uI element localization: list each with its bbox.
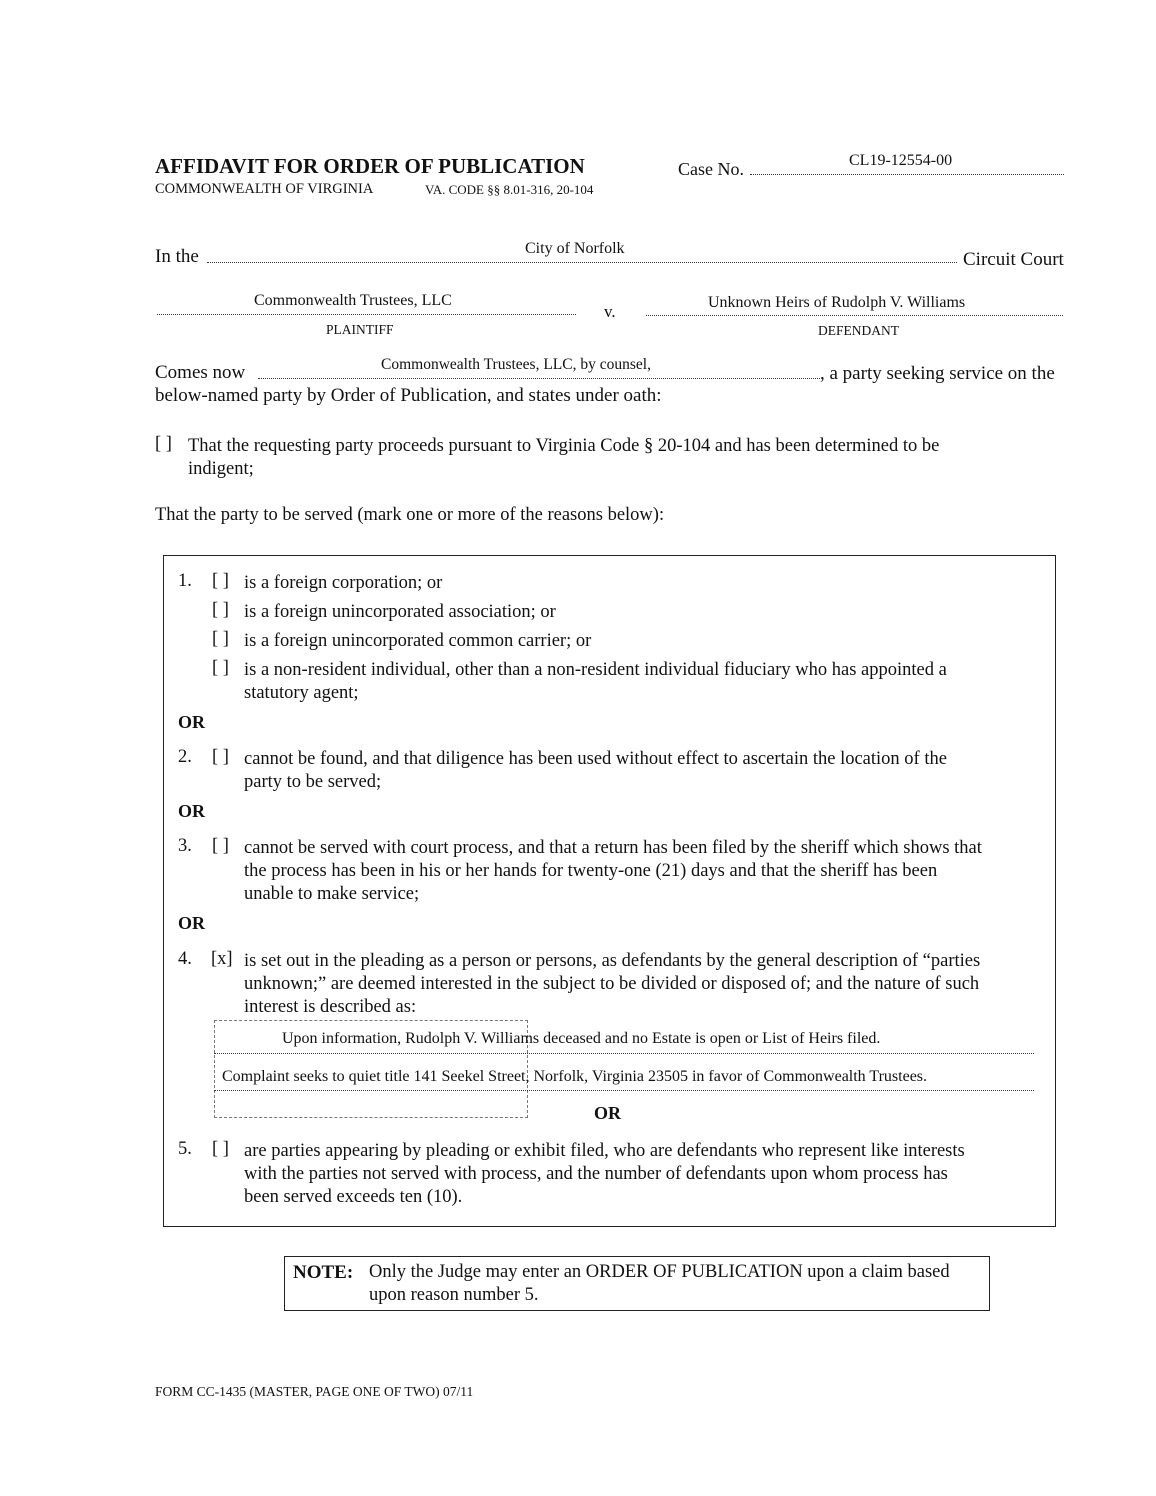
reason-2-number: 2. bbox=[178, 747, 192, 767]
plaintiff-label: PLAINTIFF bbox=[326, 322, 394, 337]
reason-4-line3: interest is described as: bbox=[244, 997, 417, 1017]
or-label-3: OR bbox=[178, 913, 205, 933]
reason-3-number: 3. bbox=[178, 836, 192, 856]
court-prefix: In the bbox=[155, 246, 199, 267]
form-subtitle: COMMONWEALTH OF VIRGINIA bbox=[155, 181, 374, 197]
interest-description-2[interactable]: Complaint seeks to quiet title 141 Seekel Street, Norfolk, Virginia 23505 in favor of Commonwealth Trustees. bbox=[222, 1068, 928, 1085]
interest-line-2 bbox=[214, 1090, 1034, 1091]
reason-1d-text2: statutory agent; bbox=[244, 683, 359, 703]
reason-4-checkbox[interactable]: [x] bbox=[211, 949, 233, 969]
or-label-2: OR bbox=[178, 801, 205, 821]
reason-4-line1: is set out in the pleading as a person or persons, as defendants by the general description of “parties bbox=[244, 951, 981, 971]
case-number-value[interactable]: CL19-12554-00 bbox=[849, 152, 953, 169]
court-name-value[interactable]: City of Norfolk bbox=[525, 240, 625, 257]
va-code-reference: VA. CODE §§ 8.01-316, 20-104 bbox=[425, 182, 594, 197]
note-line1: Only the Judge may enter an ORDER OF PUBLICATION upon a claim based bbox=[369, 1262, 950, 1282]
comes-now-line2: below-named party by Order of Publication, and states under oath: bbox=[155, 385, 662, 406]
form-title: AFFIDAVIT FOR ORDER OF PUBLICATION bbox=[155, 154, 585, 178]
reason-3-line3: unable to make service; bbox=[244, 884, 420, 904]
form-footer: FORM CC-1435 (MASTER, PAGE ONE OF TWO) 07/11 bbox=[155, 1384, 474, 1399]
comes-now-party[interactable]: Commonwealth Trustees, LLC, by counsel, bbox=[381, 356, 651, 373]
reason-1c-text: is a foreign unincorporated common carrier; or bbox=[244, 631, 592, 651]
reason-3-line1: cannot be served with court process, and that a return has been filed by the sheriff which shows that bbox=[244, 838, 982, 858]
indigent-line1: That the requesting party proceeds pursuant to Virginia Code § 20-104 and has been determined to be bbox=[188, 436, 940, 456]
reason-1a-text: is a foreign corporation; or bbox=[244, 573, 443, 593]
reason-5-line1: are parties appearing by pleading or exhibit filed, who are defendants who represent like interests bbox=[244, 1141, 965, 1161]
reason-5-line3: been served exceeds ten (10). bbox=[244, 1187, 463, 1207]
reason-1b-checkbox[interactable]: [ ] bbox=[212, 600, 229, 620]
reason-5-checkbox[interactable]: [ ] bbox=[212, 1139, 229, 1159]
interest-line-1 bbox=[214, 1053, 1034, 1054]
comes-now-line bbox=[258, 378, 820, 379]
reason-4-line2: unknown;” are deemed interested in the subject to be divided or disposed of; and the nature of such bbox=[244, 974, 980, 994]
comes-now-suffix: , a party seeking service on the bbox=[820, 363, 1055, 384]
plaintiff-line bbox=[157, 314, 576, 315]
reason-5-number: 5. bbox=[178, 1139, 192, 1159]
indigent-line2: indigent; bbox=[188, 459, 254, 479]
or-label-1: OR bbox=[178, 712, 205, 732]
reason-4-number: 4. bbox=[178, 949, 192, 969]
court-suffix: Circuit Court bbox=[963, 249, 1064, 270]
comes-now-prefix: Comes now bbox=[155, 362, 246, 383]
defendant-line bbox=[646, 315, 1063, 316]
reason-1a-checkbox[interactable]: [ ] bbox=[212, 571, 229, 591]
reasons-intro: That the party to be served (mark one or more of the reasons below): bbox=[155, 505, 665, 525]
reason-1-number: 1. bbox=[178, 571, 192, 591]
note-label: NOTE: bbox=[293, 1262, 354, 1283]
court-name-line bbox=[207, 262, 957, 263]
reason-1d-text: is a non-resident individual, other than a non-resident individual fiduciary who has appointed a bbox=[244, 660, 947, 680]
reason-2-line2: party to be served; bbox=[244, 772, 382, 792]
reason-3-checkbox[interactable]: [ ] bbox=[212, 836, 229, 856]
or-label-4: OR bbox=[594, 1103, 621, 1123]
defendant-name[interactable]: Unknown Heirs of Rudolph V. Williams bbox=[708, 294, 966, 311]
interest-description-1[interactable]: Upon information, Rudolph V. Williams deceased and no Estate is open or List of Heirs filed. bbox=[282, 1030, 881, 1047]
case-number-label: Case No. bbox=[678, 159, 744, 179]
note-line2: upon reason number 5. bbox=[369, 1285, 539, 1305]
reason-1d-checkbox[interactable]: [ ] bbox=[212, 658, 229, 678]
case-number-line bbox=[750, 174, 1064, 175]
versus-label: v. bbox=[604, 302, 616, 321]
reason-5-line2: with the parties not served with process, and the number of defendants upon whom process has bbox=[244, 1164, 948, 1184]
indigent-checkbox[interactable]: [ ] bbox=[155, 434, 172, 454]
reason-3-line2: the process has been in his or her hands for twenty-one (21) days and that the sheriff has been bbox=[244, 861, 938, 881]
defendant-label: DEFENDANT bbox=[818, 323, 899, 338]
reason-1c-checkbox[interactable]: [ ] bbox=[212, 629, 229, 649]
reason-2-checkbox[interactable]: [ ] bbox=[212, 747, 229, 767]
reason-2-line1: cannot be found, and that diligence has been used without effect to ascertain the location of the bbox=[244, 749, 947, 769]
reason-1b-text: is a foreign unincorporated association; or bbox=[244, 602, 556, 622]
plaintiff-name[interactable]: Commonwealth Trustees, LLC bbox=[254, 292, 452, 309]
